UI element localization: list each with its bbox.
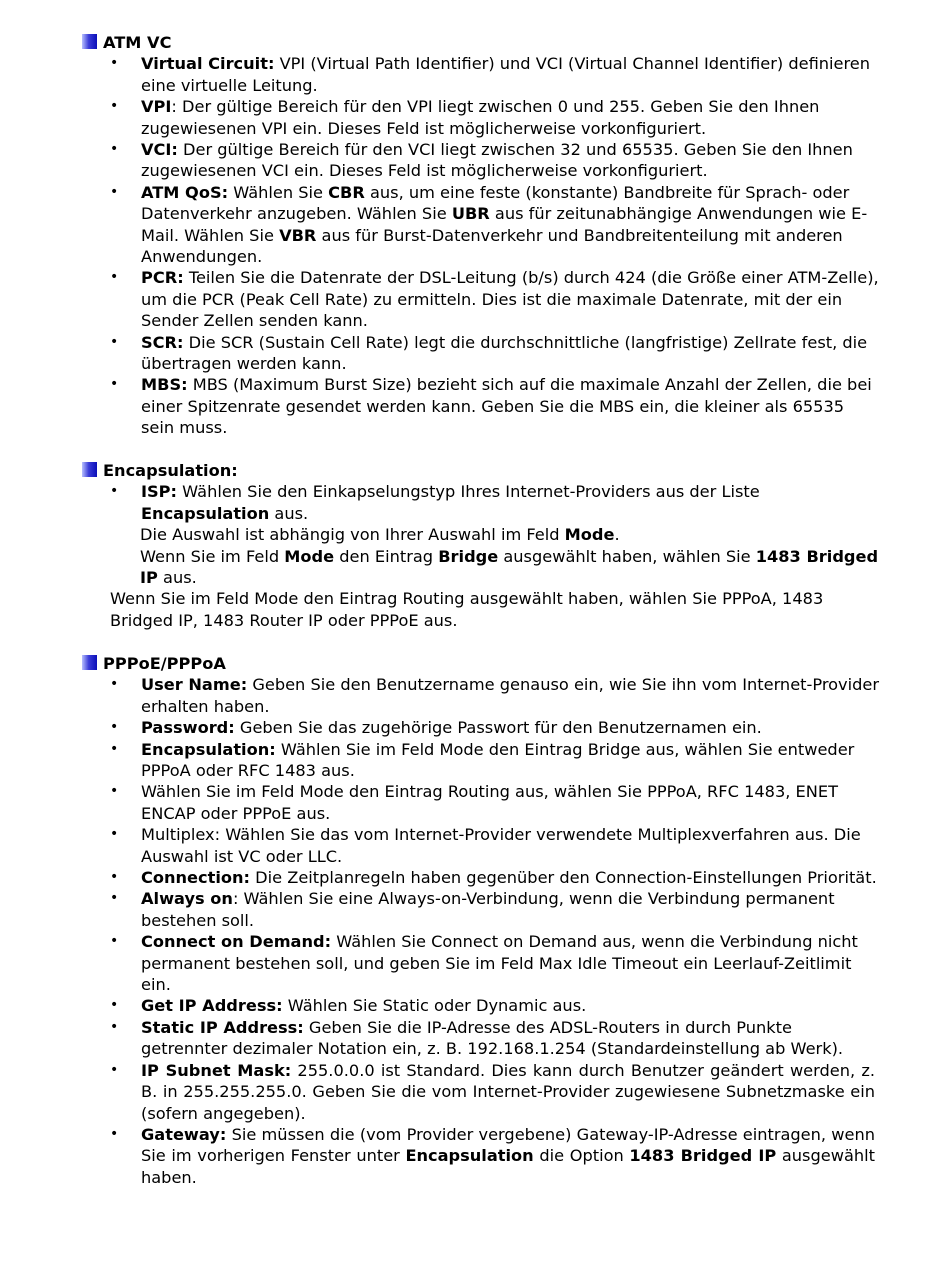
bullet-icon: • (110, 183, 119, 200)
list-item: • Static IP Address: Geben Sie die IP-Adresse des ADSL-Routers in durch Punkte getrennter dezimaler Notation ein, z. B. 192.168.1.254 (Standardeinstellung ab Werk). (110, 1017, 844, 1059)
section-encapsulation (80, 460, 880, 631)
bullet-icon: • (110, 376, 119, 393)
list-item: • IP Subnet Mask: 255.0.0.0 ist Standard. Dies kann durch Benutzer geändert werden, z. B. in 255.255.255.0. Geben Sie die vom Internet-Provider zugewiesene Subnetzmaske ein (sofern angegeben). (110, 1060, 875, 1123)
list-item: • ATM QoS: Wählen Sie CBR aus, um eine feste (konstante) Bandbreite für Sprach- oder Datenverkehr anzugeben. Wählen Sie UBR aus für zeitunabhängige Anwendungen wie E-Mail. Wählen Sie VBR aus für Burst-Datenverkehr und Bandbreitenteilung mit anderen Anwendungen. (110, 182, 868, 267)
bullet-list (80, 53, 880, 438)
bullet-icon: • (110, 141, 119, 158)
list-item: • Encapsulation: Wählen Sie im Feld Mode den Eintrag Bridge aus, wählen Sie entweder PPPoA oder RFC 1483 aus. (110, 739, 855, 781)
section-heading (80, 32, 880, 53)
list-item: • VPI: Der gültige Bereich für den VPI liegt zwischen 0 und 255. Geben Sie den Ihnen zugewiesenen VPI ein. Dieses Feld ist möglicherweise vorkonfiguriert. (110, 97, 820, 138)
list-item: • Always on: Wählen Sie eine Always-on-Verbindung, wenn die Verbindung permanent bestehen soll. (110, 889, 835, 930)
bullet-icon: • (110, 483, 119, 500)
bullet-icon: • (110, 333, 119, 350)
list-item: • PCR: Teilen Sie die Datenrate der DSL-Leitung (b/s) durch 424 (die Größe einer ATM-Zelle), um die PCR (Peak Cell Rate) zu ermitteln. Dies ist die maximale Datenrate, mit der ein Sender Zellen senden kann. (110, 268, 879, 331)
list-item: • Wählen Sie im Feld Mode den Eintrag Routing aus, wählen Sie PPPoA, RFC 1483, ENET ENCAP oder PPPoE aus. (110, 782, 839, 823)
bullet-icon: • (110, 826, 119, 843)
heading-text: ATM VC (103, 33, 172, 52)
heading-text: Encapsulation: (103, 461, 238, 480)
list-item: • Get IP Address: Wählen Sie Static oder Dynamic aus. (110, 996, 587, 1016)
list-item: • Connect on Demand: Wählen Sie Connect on Demand aus, wenn die Verbindung nicht permanent bestehen soll, und geben Sie im Feld Max Idle Timeout ein Leerlauf-Zeitlimit ein. (110, 932, 858, 995)
bullet-icon: • (110, 719, 119, 736)
bullet-icon: • (110, 98, 119, 115)
bullet-icon: • (110, 55, 119, 72)
bullet-icon: • (110, 1125, 119, 1142)
bullet-icon: • (110, 869, 119, 886)
list-item: • ISP: Wählen Sie den Einkapselungstyp Ihres Internet-Providers aus der Liste Encapsulation aus. (110, 482, 760, 523)
section-pppoe-pppoa (80, 653, 880, 1188)
list-item: • Virtual Circuit: VPI (Virtual Path Identifier) und VCI (Virtual Channel Identifier) definieren eine virtuelle Leitung. (110, 54, 871, 95)
list-item: • SCR: Die SCR (Sustain Cell Rate) legt die durchschnittliche (langfristige) Zellrate fest, die übertragen werden kann. (110, 332, 868, 374)
square-bullet-icon (82, 655, 97, 670)
bullet-icon: • (110, 997, 119, 1014)
section-atm-vc (80, 32, 880, 439)
list-item: • Gateway: Sie müssen die (vom Provider vergebene) Gateway-IP-Adresse eintragen, wenn Sie im vorherigen Fenster unter Encapsulation die Option 1483 Bridged IP ausgewählt haben. (110, 1124, 875, 1187)
list-item: • User Name: Geben Sie den Benutzername genauso ein, wie Sie ihn vom Internet-Provider erhalten haben. (110, 675, 879, 716)
list-item: • VCI: Der gültige Bereich für den VCI liegt zwischen 32 und 65535. Geben Sie den Ihnen zugewiesenen VCI ein. Dieses Feld ist möglicherweise vorkonfiguriert. (110, 140, 853, 181)
square-bullet-icon (82, 34, 97, 49)
bullet-icon: • (110, 890, 119, 907)
bullet-list (80, 674, 880, 1188)
list-item: • Password: Geben Sie das zugehörige Passwort für den Benutzernamen ein. (110, 718, 762, 738)
bullet-icon: • (110, 1061, 119, 1078)
bullet-list (80, 481, 880, 524)
bullet-icon: • (110, 740, 119, 757)
section-heading (80, 460, 880, 481)
paragraph-text: Wenn Sie im Feld Mode den Eintrag Routing ausgewählt haben, wählen Sie PPPoA, 1483 Bridged IP, 1483 Router IP oder PPPoE aus. (110, 589, 824, 630)
bullet-icon: • (110, 783, 119, 800)
list-item: • Connection: Die Zeitplanregeln haben gegenüber den Connection-Einstellungen Priorität. (110, 868, 877, 888)
continuation-line: Wenn Sie im Feld Mode den Eintrag Bridge ausgewählt haben, wählen Sie 1483 Bridged IP aus. (140, 546, 879, 588)
bullet-icon: • (110, 933, 119, 950)
bullet-icon: • (110, 1018, 119, 1035)
section-heading (80, 653, 880, 674)
bullet-icon: • (110, 676, 119, 693)
bullet-icon: • (110, 269, 119, 286)
list-item: • MBS: MBS (Maximum Burst Size) bezieht sich auf die maximale Anzahl der Zellen, die bei einer Spitzenrate gesendet werden kann. Geben Sie die MBS ein, die kleiner als 65535 sein muss. (110, 375, 872, 438)
heading-text: PPPoE/PPPoA (103, 654, 226, 673)
list-item: • Multiplex: Wählen Sie das vom Internet-Provider verwendete Multiplexverfahren aus. Die Auswahl ist VC oder LLC. (110, 825, 861, 866)
continuation-line: Die Auswahl ist abhängig von Ihrer Auswahl im Feld Mode. (140, 525, 620, 545)
square-bullet-icon (82, 462, 97, 477)
